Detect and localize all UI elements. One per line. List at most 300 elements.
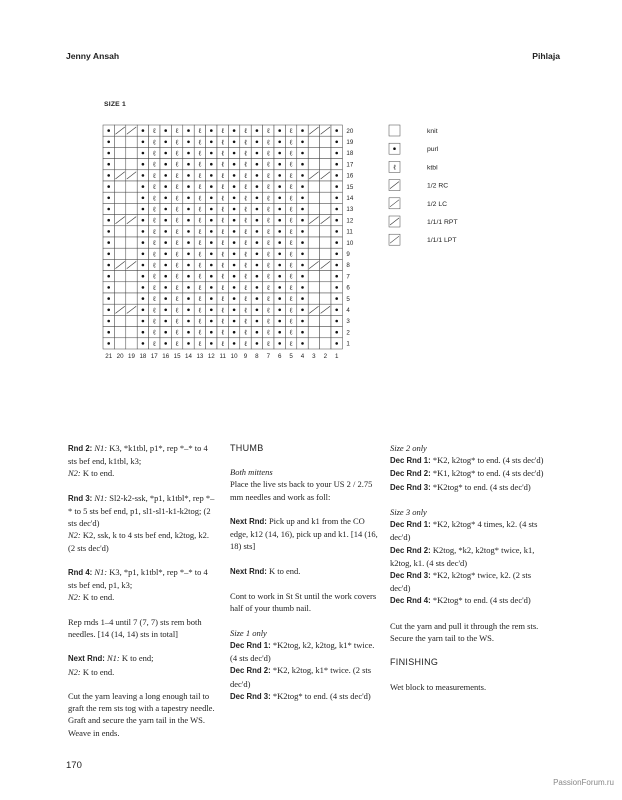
purl-symbol xyxy=(187,320,190,323)
ktbl-symbol: ℓ xyxy=(289,261,293,270)
purl-symbol xyxy=(301,342,304,345)
purl-symbol xyxy=(301,275,304,278)
col-number: 7 xyxy=(266,353,271,360)
col-number: 2 xyxy=(323,353,328,360)
ktbl-symbol: ℓ xyxy=(175,227,179,236)
ktbl-symbol: ℓ xyxy=(266,227,270,236)
chart-cell xyxy=(126,293,137,304)
purl-symbol xyxy=(164,163,167,166)
page-number: 170 xyxy=(66,760,82,771)
ktbl-symbol: ℓ xyxy=(243,205,248,214)
chart-cell xyxy=(320,237,331,248)
chart-cell xyxy=(320,338,331,349)
ktbl-symbol: ℓ xyxy=(289,339,293,348)
purl-symbol xyxy=(210,185,213,188)
purl-symbol xyxy=(187,141,190,144)
ktbl-symbol: ℓ xyxy=(289,317,293,326)
size3-section: Size 3 only Dec Rnd 1: *K2, k2tog* 4 times, k2. (4 sts dec'd) Dec Rnd 2: K2tog, *k2, k2tog* twice, k1, k2tog, k1. (4 sts dec'd) Dec Rnd 3: *K2, k2tog* twice, k2. (2 sts dec'd) Dec Rnd 4: *K2tog* to end. (4 sts dec'd) xyxy=(390,507,538,606)
chart-cell xyxy=(114,203,125,214)
ktbl-symbol: ℓ xyxy=(266,283,270,292)
col-number: 18 xyxy=(139,353,147,360)
chart-cell xyxy=(114,192,125,203)
purl-symbol xyxy=(301,219,304,222)
purl-symbol xyxy=(256,264,259,267)
ktbl-symbol: ℓ xyxy=(266,138,270,147)
purl-symbol xyxy=(210,197,213,200)
purl-symbol xyxy=(142,286,145,289)
chart-title: SIZE 1 xyxy=(104,101,126,108)
ktbl-symbol: ℓ xyxy=(289,127,293,136)
ktbl-symbol: ℓ xyxy=(289,149,293,158)
ktbl-symbol: ℓ xyxy=(198,306,202,315)
purl-symbol xyxy=(335,253,338,256)
purl-symbol xyxy=(335,342,338,345)
purl-symbol xyxy=(233,129,236,132)
col-number: 1 xyxy=(334,353,339,360)
purl-symbol xyxy=(142,253,145,256)
ktbl-symbol: ℓ xyxy=(198,183,202,192)
purl-symbol xyxy=(335,297,338,300)
purl-symbol xyxy=(142,152,145,155)
purl-symbol xyxy=(187,208,190,211)
purl-symbol xyxy=(164,320,167,323)
row-number: 12 xyxy=(346,217,354,225)
purl-symbol xyxy=(301,309,304,312)
chart-cell xyxy=(320,327,331,338)
ktbl-symbol: ℓ xyxy=(243,216,248,225)
ktbl-symbol: ℓ xyxy=(175,306,179,315)
purl-symbol xyxy=(301,141,304,144)
purl-symbol xyxy=(256,185,259,188)
chart-cell xyxy=(114,237,125,248)
ktbl-symbol: ℓ xyxy=(266,306,270,315)
col-number: 4 xyxy=(300,353,305,360)
chart-cell xyxy=(114,315,125,326)
chart-cell xyxy=(114,226,125,237)
legend-label: 1/1/1 LPT xyxy=(427,237,457,245)
legend-label: knit xyxy=(427,128,438,135)
purl-symbol xyxy=(210,163,213,166)
ktbl-symbol: ℓ xyxy=(243,149,248,158)
ktbl-symbol: ℓ xyxy=(198,194,202,203)
purl-symbol xyxy=(107,152,110,155)
ktbl-symbol: ℓ xyxy=(175,194,179,203)
purl-symbol xyxy=(107,185,110,188)
ktbl-symbol: ℓ xyxy=(243,171,248,180)
ktbl-symbol: ℓ xyxy=(152,227,156,236)
ktbl-symbol: ℓ xyxy=(289,227,293,236)
ktbl-symbol: ℓ xyxy=(198,295,202,304)
purl-symbol xyxy=(256,320,259,323)
chart-cell xyxy=(126,147,137,158)
purl-symbol xyxy=(256,309,259,312)
row-number: 11 xyxy=(346,228,353,236)
ktbl-symbol: ℓ xyxy=(266,295,270,304)
ktbl-symbol: ℓ xyxy=(266,171,270,180)
legend-swatch xyxy=(389,125,400,136)
row-number: 16 xyxy=(346,172,354,180)
purl-symbol xyxy=(233,185,236,188)
purl-symbol xyxy=(210,275,213,278)
ktbl-symbol: ℓ xyxy=(289,328,293,337)
cut-instruction: Cut the yarn leaving a long enough tail to graft the rem sts tog with a tapestry needle. Graft and secure the yarn tail in the WS. Weave in ends. xyxy=(68,690,215,738)
ktbl-symbol: ℓ xyxy=(152,216,156,225)
purl-symbol xyxy=(210,219,213,222)
ktbl-symbol: ℓ xyxy=(266,261,270,270)
purl-symbol xyxy=(164,174,167,177)
purl-symbol xyxy=(107,174,110,177)
purl-symbol xyxy=(278,129,281,132)
chart-cell xyxy=(126,315,137,326)
purl-symbol xyxy=(187,230,190,233)
chart-cell xyxy=(308,248,319,259)
purl-symbol xyxy=(187,275,190,278)
purl-symbol xyxy=(278,230,281,233)
ktbl-symbol: ℓ xyxy=(289,272,293,281)
column-2 xyxy=(230,442,380,715)
purl-symbol xyxy=(233,275,236,278)
purl-symbol xyxy=(233,163,236,166)
purl-symbol xyxy=(278,197,281,200)
purl-symbol xyxy=(233,230,236,233)
purl-symbol xyxy=(278,331,281,334)
purl-symbol xyxy=(142,197,145,200)
purl-symbol xyxy=(142,264,145,267)
ktbl-symbol: ℓ xyxy=(221,239,225,248)
purl-symbol xyxy=(278,253,281,256)
purl-symbol xyxy=(107,297,110,300)
ktbl-symbol: ℓ xyxy=(266,149,270,158)
legend-purl-icon xyxy=(393,147,396,150)
purl-symbol xyxy=(164,275,167,278)
ktbl-symbol: ℓ xyxy=(221,261,225,270)
purl-symbol xyxy=(335,185,338,188)
purl-symbol xyxy=(142,230,145,233)
chart-cell xyxy=(126,282,137,293)
chart-cell xyxy=(114,181,125,192)
chart-cell xyxy=(308,327,319,338)
purl-symbol xyxy=(107,129,110,132)
ktbl-symbol: ℓ xyxy=(289,194,293,203)
purl-symbol xyxy=(164,152,167,155)
row-number: 5 xyxy=(346,295,350,303)
chart-cell xyxy=(320,271,331,282)
purl-symbol xyxy=(256,141,259,144)
purl-symbol xyxy=(187,286,190,289)
ktbl-symbol: ℓ xyxy=(175,328,179,337)
col-number: 15 xyxy=(173,353,181,360)
purl-symbol xyxy=(301,163,304,166)
ktbl-symbol: ℓ xyxy=(175,239,179,248)
purl-symbol xyxy=(256,342,259,345)
purl-symbol xyxy=(142,185,145,188)
chart-cell xyxy=(126,237,137,248)
ktbl-symbol: ℓ xyxy=(152,149,156,158)
ktbl-symbol: ℓ xyxy=(152,171,156,180)
ktbl-symbol: ℓ xyxy=(175,160,179,169)
purl-symbol xyxy=(142,309,145,312)
chart-cell xyxy=(320,181,331,192)
ktbl-symbol: ℓ xyxy=(198,283,202,292)
ktbl-symbol: ℓ xyxy=(221,306,225,315)
ktbl-symbol: ℓ xyxy=(266,160,270,169)
ktbl-symbol: ℓ xyxy=(243,306,248,315)
author-name: Jenny Ansah xyxy=(66,51,120,61)
ktbl-symbol: ℓ xyxy=(289,205,293,214)
col-number: 16 xyxy=(162,353,170,360)
purl-symbol xyxy=(164,129,167,132)
purl-symbol xyxy=(107,219,110,222)
purl-symbol xyxy=(107,342,110,345)
purl-symbol xyxy=(301,152,304,155)
repeat-instruction: Rep rnds 1–4 until 7 (7, 7) sts rem both needles. [14 (14, 14) sts in total] xyxy=(68,616,202,639)
purl-symbol xyxy=(107,253,110,256)
ktbl-symbol: ℓ xyxy=(221,227,225,236)
ktbl-symbol: ℓ xyxy=(243,127,248,136)
ktbl-symbol: ℓ xyxy=(266,127,270,136)
col-number: 8 xyxy=(255,353,259,360)
ktbl-symbol: ℓ xyxy=(221,149,225,158)
thumb-heading: THUMB xyxy=(230,443,264,453)
ktbl-symbol: ℓ xyxy=(175,138,179,147)
ktbl-symbol: ℓ xyxy=(266,183,270,192)
purl-symbol xyxy=(301,174,304,177)
chart-cell xyxy=(320,226,331,237)
chart-cell xyxy=(126,248,137,259)
ktbl-symbol: ℓ xyxy=(198,127,202,136)
purl-symbol xyxy=(335,141,338,144)
purl-symbol xyxy=(142,141,145,144)
chart-cell xyxy=(320,315,331,326)
ktbl-symbol: ℓ xyxy=(175,317,179,326)
cut-instruction: Cut the yarn and pull it through the rem sts. Secure the yarn tail to the WS. xyxy=(390,620,539,644)
chart-cell xyxy=(308,136,319,147)
ktbl-symbol: ℓ xyxy=(289,295,293,304)
row-number: 1 xyxy=(346,340,350,348)
col-number: 6 xyxy=(277,353,282,360)
purl-symbol xyxy=(301,264,304,267)
legend-ktbl-icon: ℓ xyxy=(392,163,397,172)
ktbl-symbol: ℓ xyxy=(266,239,270,248)
ktbl-symbol: ℓ xyxy=(289,138,293,147)
purl-symbol xyxy=(256,286,259,289)
size1-section: Size 1 only Dec Rnd 1: *K2tog, k2, k2tog, k1* twice. (4 sts dec'd) Dec Rnd 2: *K2, k2tog, k1* twice. (2 sts dec'd) Dec Rnd 3: *K2tog* to end. (4 sts dec'd) xyxy=(230,627,375,701)
purl-symbol xyxy=(335,152,338,155)
purl-symbol xyxy=(142,297,145,300)
ktbl-symbol: ℓ xyxy=(175,127,179,136)
ktbl-symbol: ℓ xyxy=(221,272,225,281)
purl-symbol xyxy=(335,219,338,222)
ktbl-symbol: ℓ xyxy=(198,250,202,259)
purl-symbol xyxy=(233,241,236,244)
ktbl-symbol: ℓ xyxy=(198,205,202,214)
purl-symbol xyxy=(256,253,259,256)
chart-cell xyxy=(126,338,137,349)
row-number: 14 xyxy=(346,195,354,202)
next-rnd-1: Next Rnd: Pick up and k1 from the CO edge, k12 (14, 16), pick up and k1. [14 (16, 18) sts] xyxy=(230,515,378,552)
purl-symbol xyxy=(187,219,190,222)
purl-symbol xyxy=(210,253,213,256)
purl-symbol xyxy=(278,241,281,244)
purl-symbol xyxy=(278,342,281,345)
purl-symbol xyxy=(335,309,338,312)
ktbl-symbol: ℓ xyxy=(289,216,293,225)
ktbl-symbol: ℓ xyxy=(175,205,179,214)
col-number: 11 xyxy=(219,353,226,360)
chart-cell xyxy=(320,147,331,158)
purl-symbol xyxy=(301,286,304,289)
ktbl-symbol: ℓ xyxy=(221,216,225,225)
ktbl-symbol: ℓ xyxy=(175,295,179,304)
purl-symbol xyxy=(278,152,281,155)
ktbl-symbol: ℓ xyxy=(198,328,202,337)
ktbl-symbol: ℓ xyxy=(152,183,156,192)
ktbl-symbol: ℓ xyxy=(175,283,179,292)
chart-cell xyxy=(114,293,125,304)
ktbl-symbol: ℓ xyxy=(198,216,202,225)
purl-symbol xyxy=(335,286,338,289)
purl-symbol xyxy=(278,320,281,323)
purl-symbol xyxy=(210,331,213,334)
purl-symbol xyxy=(164,297,167,300)
purl-symbol xyxy=(164,253,167,256)
chart-cell xyxy=(126,192,137,203)
pattern-name: Pihlaja xyxy=(532,51,560,61)
purl-symbol xyxy=(142,241,145,244)
ktbl-symbol: ℓ xyxy=(152,295,156,304)
ktbl-symbol: ℓ xyxy=(198,272,202,281)
ktbl-symbol: ℓ xyxy=(243,317,248,326)
purl-symbol xyxy=(335,241,338,244)
purl-symbol xyxy=(301,297,304,300)
ktbl-symbol: ℓ xyxy=(175,171,179,180)
purl-symbol xyxy=(335,275,338,278)
chart-cell xyxy=(126,136,137,147)
purl-symbol xyxy=(256,197,259,200)
col-number: 12 xyxy=(207,353,215,360)
col-number: 19 xyxy=(128,353,135,360)
purl-symbol xyxy=(107,197,110,200)
ktbl-symbol: ℓ xyxy=(221,328,225,337)
purl-symbol xyxy=(107,208,110,211)
purl-symbol xyxy=(256,241,259,244)
row-number: 6 xyxy=(346,284,350,292)
purl-symbol xyxy=(278,185,281,188)
purl-symbol xyxy=(187,129,190,132)
purl-symbol xyxy=(142,320,145,323)
chart-cell xyxy=(114,248,125,259)
ktbl-symbol: ℓ xyxy=(266,194,270,203)
row-number: 18 xyxy=(346,150,354,158)
chart-cell xyxy=(308,293,319,304)
ktbl-symbol: ℓ xyxy=(175,339,179,348)
ktbl-symbol: ℓ xyxy=(152,160,156,169)
ktbl-symbol: ℓ xyxy=(266,317,270,326)
chart-cell xyxy=(308,282,319,293)
col-number: 9 xyxy=(243,353,248,360)
purl-symbol xyxy=(187,197,190,200)
ktbl-symbol: ℓ xyxy=(243,295,248,304)
chart-cell xyxy=(308,203,319,214)
ktbl-symbol: ℓ xyxy=(198,160,202,169)
purl-symbol xyxy=(301,241,304,244)
purl-symbol xyxy=(301,185,304,188)
chart-cell xyxy=(308,237,319,248)
col-number: 5 xyxy=(289,353,293,360)
ktbl-symbol: ℓ xyxy=(175,261,179,270)
ktbl-symbol: ℓ xyxy=(289,183,293,192)
chart-cell xyxy=(114,159,125,170)
purl-symbol xyxy=(164,208,167,211)
purl-symbol xyxy=(335,331,338,334)
ktbl-symbol: ℓ xyxy=(198,317,202,326)
purl-symbol xyxy=(187,152,190,155)
legend-label: 1/2 RC xyxy=(427,182,449,190)
purl-symbol xyxy=(233,219,236,222)
ktbl-symbol: ℓ xyxy=(152,339,156,348)
wet-block: Wet block to measurements. xyxy=(390,681,487,692)
ktbl-symbol: ℓ xyxy=(243,160,248,169)
chart-cell xyxy=(320,248,331,259)
ktbl-symbol: ℓ xyxy=(175,250,179,259)
ktbl-symbol: ℓ xyxy=(289,160,293,169)
ktbl-symbol: ℓ xyxy=(198,261,202,270)
purl-symbol xyxy=(210,174,213,177)
purl-symbol xyxy=(164,185,167,188)
finishing-heading: FINISHING xyxy=(390,657,439,668)
ktbl-symbol: ℓ xyxy=(221,171,225,180)
chart-cell xyxy=(114,282,125,293)
ktbl-symbol: ℓ xyxy=(221,317,225,326)
purl-symbol xyxy=(164,141,167,144)
purl-symbol xyxy=(187,241,190,244)
purl-symbol xyxy=(187,331,190,334)
ktbl-symbol: ℓ xyxy=(198,149,202,158)
purl-symbol xyxy=(335,264,338,267)
ktbl-symbol: ℓ xyxy=(221,194,225,203)
chart-cell xyxy=(308,159,319,170)
col-number: 14 xyxy=(185,353,192,360)
ktbl-symbol: ℓ xyxy=(266,216,270,225)
purl-symbol xyxy=(233,253,236,256)
chart-cell xyxy=(308,271,319,282)
purl-symbol xyxy=(107,264,110,267)
purl-symbol xyxy=(335,320,338,323)
chart-cell xyxy=(308,226,319,237)
purl-symbol xyxy=(256,297,259,300)
purl-symbol xyxy=(142,129,145,132)
ktbl-symbol: ℓ xyxy=(152,328,156,337)
purl-symbol xyxy=(301,253,304,256)
purl-symbol xyxy=(301,129,304,132)
purl-symbol xyxy=(301,197,304,200)
purl-symbol xyxy=(187,297,190,300)
rnd4-instruction: Rnd 4: N1: K3, *p1, k1tbl*, rep *–* to 4 sts bef end, p1, k3; N2: K to end. xyxy=(68,567,208,603)
chart-cell xyxy=(126,327,137,338)
purl-symbol xyxy=(233,297,236,300)
ktbl-symbol: ℓ xyxy=(221,295,225,304)
purl-symbol xyxy=(142,275,145,278)
purl-symbol xyxy=(187,253,190,256)
purl-symbol xyxy=(233,320,236,323)
chart-cell xyxy=(320,136,331,147)
ktbl-symbol: ℓ xyxy=(289,239,293,248)
ktbl-symbol: ℓ xyxy=(266,205,270,214)
ktbl-symbol: ℓ xyxy=(266,272,270,281)
ktbl-symbol: ℓ xyxy=(152,283,156,292)
ktbl-symbol: ℓ xyxy=(243,239,248,248)
ktbl-symbol: ℓ xyxy=(221,250,225,259)
